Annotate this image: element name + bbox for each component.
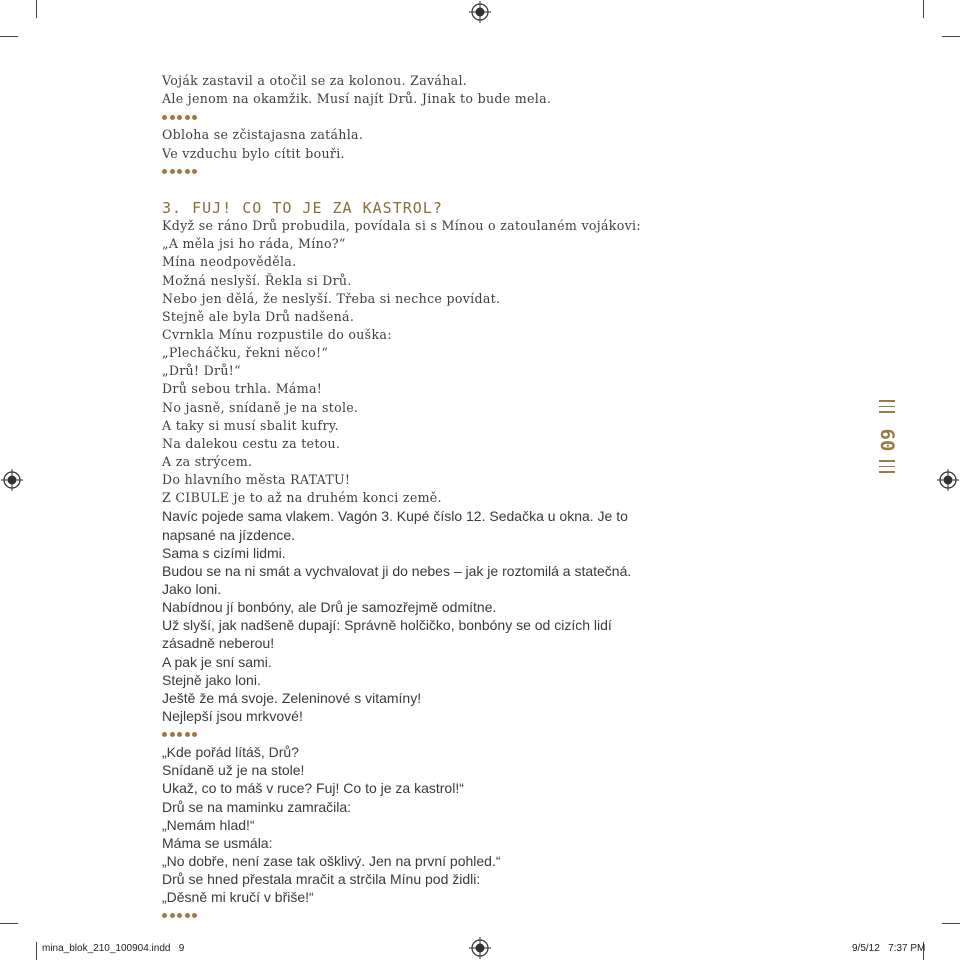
page-number-label: 60 — [876, 428, 898, 452]
text-line: napsané na jízdence. — [162, 526, 296, 543]
registration-mark-icon — [937, 469, 959, 491]
page-number-ornament — [879, 460, 895, 477]
divider-dot — [185, 115, 190, 120]
divider-dot — [170, 913, 175, 918]
divider-dot — [192, 169, 197, 174]
text-line: „Nemám hlad!“ — [162, 816, 255, 833]
text-line: Na dalekou cestu za tetou. — [162, 435, 341, 451]
print-slug-date — [852, 943, 925, 954]
text-line: Ve vzduchu bylo cítit bouři. — [162, 145, 345, 161]
text-line: Nabídnou jí bonbóny, ale Drů je samozřejmě odmítne. — [162, 599, 497, 616]
text-line: Drů sebou trhla. Máma! — [162, 381, 323, 397]
body-text — [162, 72, 702, 925]
text-line: Do hlavního města RATATU! — [162, 472, 351, 488]
text-line: Už slyší, jak nadšeně dupají: Správně holčičko, bonbóny se od cizích lidí — [162, 617, 612, 634]
text-line: „Kde pořád lítáš, Drů? — [162, 744, 299, 761]
text-line: No jasně, snídaně je na stole. — [162, 399, 359, 415]
crop-mark — [942, 923, 960, 924]
text-line: Když se ráno Drů probudila, povídala si s Mínou o zatoulaném vojákovi: — [162, 218, 641, 234]
text-line: Stejně ale byla Drů nadšená. — [162, 308, 355, 324]
text-line: Cvrnkla Mínu rozpustile do ouška: — [162, 326, 392, 342]
text-line: Voják zastavil a otočil se za kolonou. Zaváhal. — [162, 73, 468, 88]
crop-mark — [0, 36, 18, 37]
text-line: Obloha se zčistajasna zatáhla. — [162, 127, 364, 143]
page-number-ornament — [879, 400, 895, 417]
text-line: A za strýcem. — [162, 453, 253, 469]
divider-dot — [162, 732, 167, 737]
text-line: Nebo jen dělá, že neslyší. Třeba si nechce povídat. — [162, 290, 501, 306]
text-line: Možná neslyší. Řekla si Drů. — [162, 272, 352, 288]
text-line: Drů se hned přestala mračit a strčila Mínu pod židli: — [162, 871, 481, 888]
text-line: „A měla jsi ho ráda, Míno?“ — [162, 236, 346, 252]
section-divider — [162, 163, 702, 181]
divider-dot — [192, 913, 197, 918]
crop-mark — [36, 0, 37, 18]
text-line: Drů se na maminku zamračila: — [162, 798, 352, 815]
divider-dot — [185, 913, 190, 918]
crop-mark — [0, 923, 18, 924]
text-line: Ale jenom na okamžik. Musí najít Drů. Jinak to bude mela. — [162, 91, 552, 107]
divider-dot — [192, 115, 197, 120]
text-line: Mína neodpověděla. — [162, 254, 297, 270]
registration-mark-icon — [469, 937, 491, 959]
text-line: zásadně neberou! — [162, 635, 275, 652]
text-line: Navíc pojede sama vlakem. Vagón 3. Kupé číslo 12. Sedačka u okna. Je to — [162, 508, 628, 525]
divider-dot — [185, 732, 190, 737]
chapter-heading: 3. FUJ! CO TO JE ZA KASTROL? — [162, 198, 443, 217]
divider-dot — [177, 913, 182, 918]
text-line: „No dobře, není zase tak ošklivý. Jen na první pohled.“ — [162, 853, 501, 870]
chapter-heading — [162, 181, 702, 199]
divider-dot — [170, 732, 175, 737]
divider-dot — [177, 115, 182, 120]
text-line: Stejně jako loni. — [162, 671, 261, 688]
section-divider — [162, 906, 702, 924]
divider-dot — [170, 115, 175, 120]
text-line: Z CIBULE je to až na druhém konci země. — [162, 490, 442, 506]
registration-mark-icon — [1, 469, 23, 491]
text-line: Snídaně už je na stole! — [162, 762, 305, 779]
text-line: Jako loni. — [162, 580, 222, 597]
divider-dot — [162, 169, 167, 174]
divider-dot — [170, 169, 175, 174]
divider-dot — [185, 169, 190, 174]
text-line: „Děsně mi kručí v břiše!“ — [162, 889, 314, 906]
section-divider — [162, 725, 702, 743]
page-number — [867, 400, 907, 482]
text-line: A taky si musí sbalit kufry. — [162, 417, 339, 433]
text-line: Budou se na ni smát a vychvalovat ji do nebes – jak je roztomilá a statečná. — [162, 562, 632, 579]
crop-mark — [923, 0, 924, 18]
text-line: A pak je sní sami. — [162, 653, 272, 670]
section-divider — [162, 108, 702, 126]
text-line: Ještě že má svoje. Zeleninové s vitamíny! — [162, 689, 422, 706]
text-line: „Plecháčku, řekni něco!“ — [162, 345, 329, 361]
crop-mark — [942, 36, 960, 37]
text-line: Nejlepší jsou mrkvové! — [162, 707, 303, 724]
divider-dot — [177, 732, 182, 737]
text-line: Ukaž, co to máš v ruce? Fuj! Co to je za kastrol!“ — [162, 780, 464, 797]
text-line: „Drů! Drů!“ — [162, 363, 241, 379]
crop-mark — [36, 942, 37, 960]
divider-dot — [177, 169, 182, 174]
slug-date: 9/5/12 7:37 PM — [852, 943, 926, 954]
registration-mark-icon — [469, 1, 491, 23]
text-line: Sama s cizími lidmi. — [162, 544, 286, 561]
slug-filename: mina_blok_210_100904.indd 9 — [42, 943, 185, 954]
divider-dot — [192, 732, 197, 737]
divider-dot — [162, 913, 167, 918]
divider-dot — [162, 115, 167, 120]
text-line: Máma se usmála: — [162, 834, 273, 851]
print-slug — [42, 943, 184, 954]
